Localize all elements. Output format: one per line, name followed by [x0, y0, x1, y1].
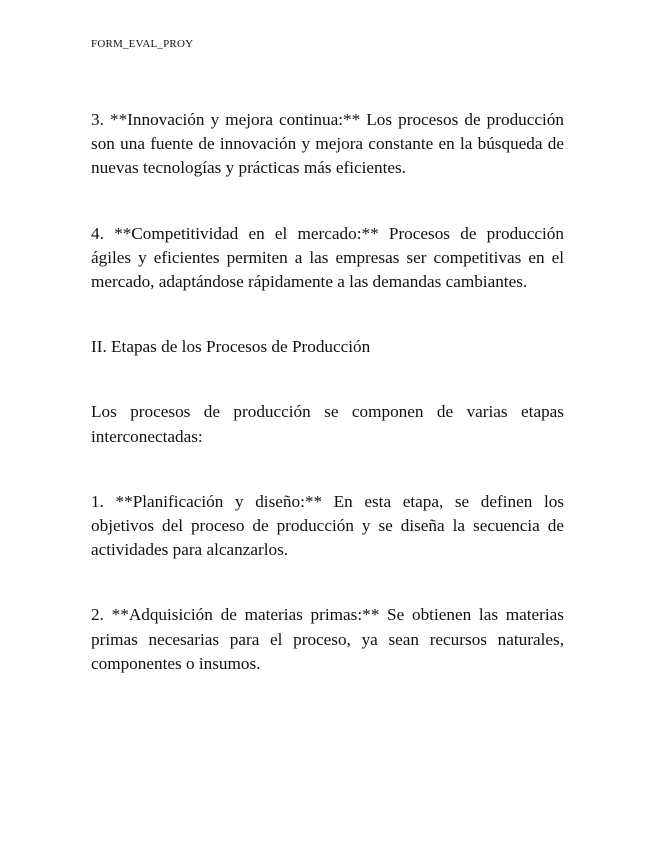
paragraph-raw-materials: 2. **Adquisición de materias primas:** Se obtienen las materias primas necesarias para el proceso, ya sean recursos naturales, componentes o insumos. [91, 605, 564, 673]
paragraph-innovation: 3. **Innovación y mejora continua:** Los procesos de producción son una fuente de innovación y mejora constante en la búsqueda de nuevas tecnologías y prácticas más eficientes. [91, 110, 564, 178]
paragraph-planning: 1. **Planificación y diseño:** En esta etapa, se definen los objetivos del proceso de producción y se diseña la secuencia de actividades para alcanzarlos. [91, 491, 564, 560]
document-body [91, 108, 564, 676]
paragraph-stages-intro: Los procesos de producción se componen de varias etapas interconectadas: [91, 402, 564, 446]
document-header: FORM_EVAL_PROY [91, 38, 194, 50]
section-heading-stages: II. Etapas de los Procesos de Producción [91, 337, 371, 357]
paragraph-competitiveness: 4. **Competitividad en el mercado:** Procesos de producción ágiles y eficientes permiten a las empresas ser competitivas en el mercado, adaptándose rápidamente a las demandas cambiantes. [91, 223, 564, 292]
